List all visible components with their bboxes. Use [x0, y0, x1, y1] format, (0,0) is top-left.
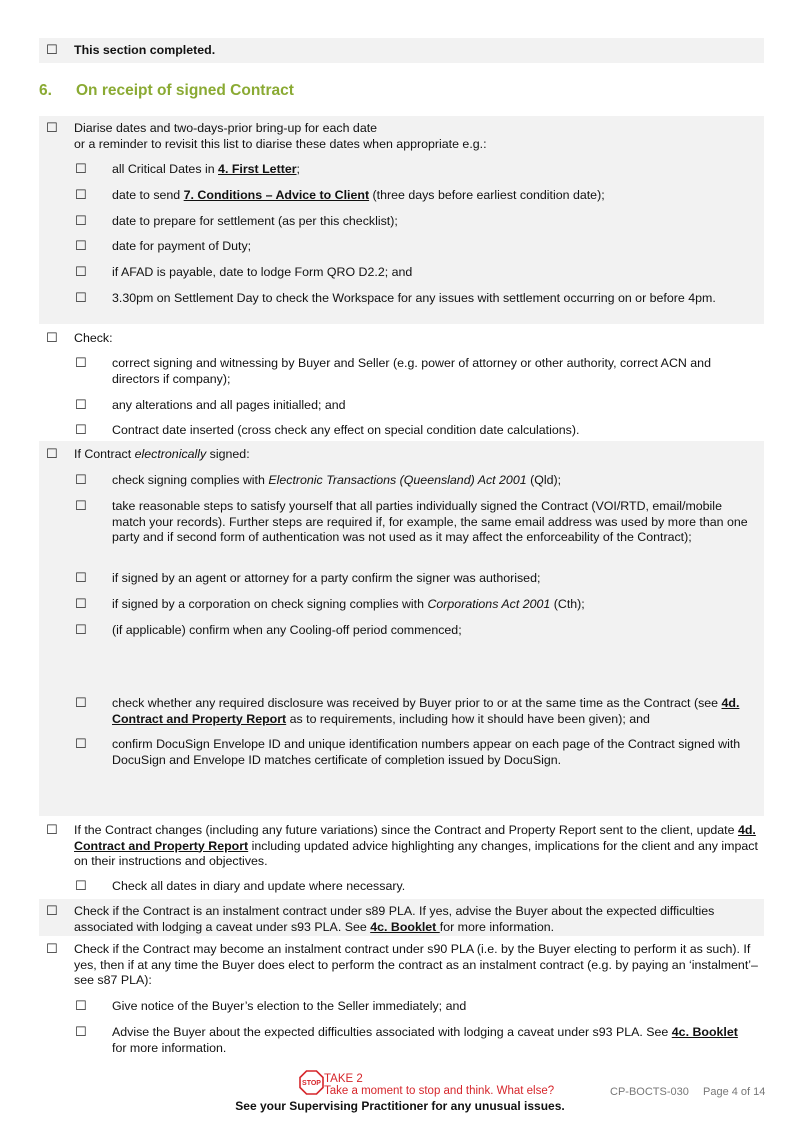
item-text: This section completed. — [74, 43, 216, 57]
doc-link[interactable]: 4. First Letter — [218, 162, 297, 176]
doc-link[interactable]: 4d. Contract and Property Report — [74, 823, 756, 853]
section-number: 6. — [39, 82, 52, 99]
stop-sign-text: STOP — [302, 1080, 321, 1088]
checkbox[interactable]: ☐ — [46, 823, 58, 838]
item-text: If the Contract changes (including any future variations) since the Contract and Property Report sent to the client, update 4d. Contract and Property Report including updated advice highlighting any changes, implications for the client and any impact on their instructions and objectives. — [74, 823, 758, 868]
item-text: date for payment of Duty; — [112, 239, 252, 253]
checkbox[interactable]: ☐ — [75, 597, 87, 612]
doc-link[interactable]: 4c. Booklet — [671, 1025, 738, 1039]
item-text: (if applicable) confirm when any Cooling-off period commenced; — [112, 623, 462, 637]
item-text: Give notice of the Buyer’s election to the Seller immediately; and — [112, 999, 467, 1013]
item-text: Diarise dates and two-days-prior bring-up for each date or a reminder to revisit this list to diarise these dates when appropriate e.g.: — [74, 121, 487, 151]
item-text: any alterations and all pages initialled; and — [112, 398, 346, 412]
checkbox[interactable]: ☐ — [75, 499, 87, 514]
checkbox[interactable]: ☐ — [75, 473, 87, 488]
item-text: date to prepare for settlement (as per this checklist); — [112, 214, 398, 228]
checkbox[interactable]: ☐ — [75, 1025, 87, 1040]
item-text: 3.30pm on Settlement Day to check the Workspace for any issues with settlement occurring on or before 4pm. — [112, 291, 716, 305]
item-text: take reasonable steps to satisfy yourself that all parties individually signed the Contract (VOI/RTD, email/mobile match your records). Further steps are required if, for example, the same email address was used by more than one party and if second form of authentication was not used as it may affect the enforceability of the Contract); — [112, 499, 748, 544]
item-text: date to send 7. Conditions – Advice to Client (three days before earliest condition date); — [112, 188, 605, 202]
item-text: check whether any required disclosure was received by Buyer prior to or at the same time as the Contract (see 4d. Contract and Property Report as to requirements, including how it should have been given); and — [112, 696, 740, 726]
checkbox[interactable]: ☐ — [75, 162, 87, 177]
doc-link[interactable]: 4c. Booklet — [370, 919, 440, 934]
item-text: If Contract electronically signed: — [74, 447, 250, 461]
item-text: if signed by an agent or attorney for a party confirm the signer was authorised; — [112, 571, 541, 585]
take2-reminder — [324, 1073, 554, 1097]
item-text: if AFAD is payable, date to lodge Form QRO D2.2; and — [112, 265, 413, 279]
checkbox[interactable]: ☐ — [75, 239, 87, 254]
stop-sign-icon — [299, 1070, 324, 1095]
item-text: if signed by a corporation on check signing complies with Corporations Act 2001 (Cth); — [112, 597, 585, 611]
item-text: Contract date inserted (cross check any effect on special condition date calculations). — [112, 423, 580, 437]
checkbox[interactable]: ☐ — [75, 623, 87, 638]
item-text: correct signing and witnessing by Buyer and Seller (e.g. power of attorney or other authority, correct ACN and directors if company); — [112, 356, 711, 386]
checkbox[interactable]: ☐ — [75, 188, 87, 203]
checkbox[interactable]: ☐ — [46, 942, 58, 957]
checkbox[interactable]: ☐ — [75, 571, 87, 586]
item-text: Check if the Contract may become an instalment contract under s90 PLA (i.e. by the Buyer electing to perform it as such). If yes, then if at any time the Buyer does elect to perform the contract as an instalment contract (e.g. by paying an ‘instalment’– see s87 PLA): — [74, 942, 758, 987]
item-text: all Critical Dates in 4. First Letter; — [112, 162, 300, 176]
section-title: On receipt of signed Contract — [76, 82, 294, 99]
doc-link[interactable]: 7. Conditions – Advice to Client — [183, 188, 370, 202]
checkbox[interactable]: ☐ — [46, 331, 58, 346]
checkbox[interactable]: ☐ — [75, 879, 87, 894]
item-text: confirm DocuSign Envelope ID and unique identification numbers appear on each page of the Contract signed with DocuSign and Envelope ID matches certificate of completion issued by DocuSign. — [112, 737, 741, 767]
checkbox[interactable]: ☐ — [75, 356, 87, 371]
checkbox[interactable]: ☐ — [75, 398, 87, 413]
item-text: Check all dates in diary and update where necessary. — [112, 879, 406, 893]
checkbox[interactable]: ☐ — [46, 121, 58, 136]
item-text: Advise the Buyer about the expected difficulties associated with lodging a caveat under s93 PLA. See 4c. Booklet for more information. — [112, 1025, 738, 1055]
checkbox[interactable]: ☐ — [46, 904, 58, 919]
checkbox[interactable]: ☐ — [75, 696, 87, 711]
checkbox[interactable]: ☐ — [75, 999, 87, 1014]
item-text: Check if the Contract is an instalment contract under s89 PLA. If yes, advise the Buyer about the expected difficulties associated with lodging a caveat under s93 PLA. See 4c. Booklet for more information. — [74, 904, 715, 934]
doc-link[interactable]: 4d. Contract and Property Report — [112, 696, 740, 726]
checkbox[interactable]: ☐ — [46, 43, 58, 58]
checkbox[interactable]: ☐ — [46, 447, 58, 462]
checkbox[interactable]: ☐ — [75, 737, 87, 752]
checkbox[interactable]: ☐ — [75, 291, 87, 306]
item-text: check signing complies with Electronic Transactions (Queensland) Act 2001 (Qld); — [112, 473, 562, 487]
checkbox[interactable]: ☐ — [75, 214, 87, 229]
page-number: Page 4 of 14 — [703, 1086, 766, 1098]
checkbox[interactable]: ☐ — [75, 423, 87, 438]
take2-title: TAKE 2 — [324, 1073, 363, 1085]
document-code: CP-BOCTS-030 — [610, 1086, 689, 1098]
take2-subtitle: Take a moment to stop and think. What else? — [324, 1085, 555, 1097]
item-text: Check: — [74, 331, 113, 345]
checkbox[interactable]: ☐ — [75, 265, 87, 280]
supervisor-note: See your Supervising Practitioner for any unusual issues. — [235, 1099, 565, 1113]
